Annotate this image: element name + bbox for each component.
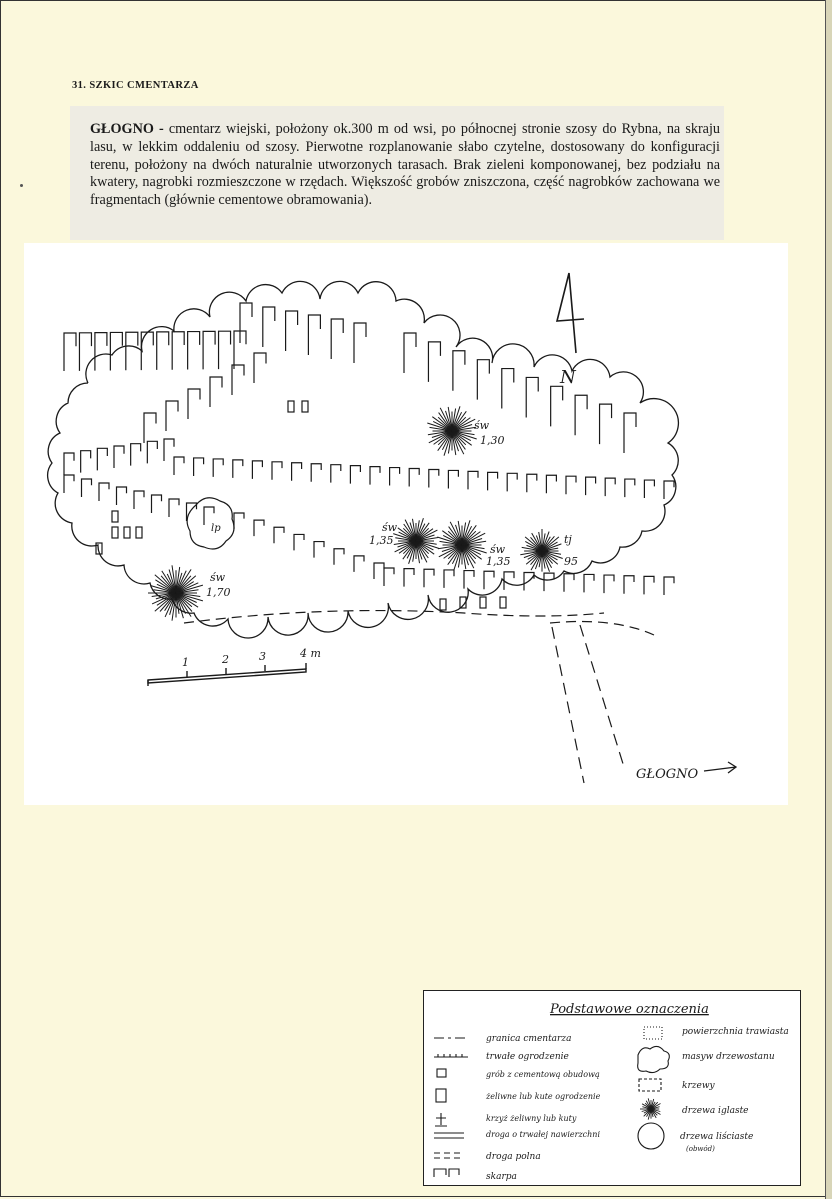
- iron-cross-symbol: [435, 1113, 447, 1126]
- cement-grave-symbol: [437, 1069, 446, 1077]
- fence-marker: [464, 571, 474, 589]
- fence-marker: [188, 332, 200, 370]
- cemetery-sketch: [24, 243, 788, 805]
- fence-marker: [409, 469, 419, 487]
- dirt-road-symbol: [434, 1153, 460, 1158]
- scale-tick-label: 3: [259, 650, 266, 663]
- fence-marker: [210, 377, 222, 407]
- deciduous-tree-symbol: [638, 1123, 664, 1149]
- grave-rect: [112, 511, 118, 522]
- fence-marker: [586, 477, 596, 495]
- fence-marker: [169, 499, 179, 517]
- fence-marker: [174, 457, 184, 475]
- fence-marker: [188, 389, 200, 419]
- permanent-fence-symbol: [434, 1054, 468, 1057]
- grave-rect: [136, 527, 142, 538]
- fence-marker: [605, 478, 615, 496]
- fence-marker: [504, 572, 514, 590]
- fence-marker: [444, 570, 454, 588]
- escarpment-symbol: [434, 1169, 459, 1177]
- fence-marker: [644, 576, 654, 594]
- north-label: N: [560, 367, 576, 388]
- margin-dot: [20, 184, 23, 187]
- place-name: GŁOGNO -: [90, 121, 164, 137]
- legend-item-label: drzewa liściaste: [680, 1132, 754, 1142]
- fence-marker: [219, 331, 231, 369]
- scale-bar: [148, 663, 306, 686]
- fence-marker: [311, 464, 321, 482]
- road-label: GŁOGNO: [636, 767, 699, 782]
- tree-label-species: św: [474, 419, 490, 432]
- field-road-edge: [580, 625, 624, 767]
- deciduous-label: lp: [211, 523, 221, 534]
- fence-marker: [502, 369, 514, 409]
- tree-label-value: 1,70: [206, 586, 231, 599]
- fence-marker: [134, 491, 144, 509]
- tree-label-species: św: [382, 521, 398, 534]
- fence-marker: [354, 323, 366, 363]
- grave-rect: [112, 527, 118, 538]
- legend-item-label: krzyż żeliwny lub kuty: [486, 1114, 577, 1123]
- fence-marker: [292, 463, 302, 481]
- fence-marker: [664, 577, 674, 595]
- fence-marker: [507, 473, 517, 491]
- tree-needle: [432, 417, 452, 431]
- fence-marker: [624, 413, 636, 453]
- grave-rect: [500, 597, 506, 608]
- tree-label-value: 1,35: [369, 534, 394, 547]
- fence-marker: [584, 574, 594, 592]
- fence-marker: [600, 404, 612, 444]
- legend-item-label: granica cmentarza: [486, 1034, 572, 1044]
- scale-tick-label: 4 m: [300, 647, 321, 660]
- fence-marker: [294, 534, 304, 550]
- description-text: [90, 121, 720, 210]
- road-direction-arrow: [704, 762, 736, 773]
- fence-marker: [152, 495, 162, 513]
- tree-label-species: tj: [564, 533, 572, 546]
- tree-needle: [462, 545, 482, 559]
- fence-marker: [374, 563, 384, 579]
- tree-needle: [438, 431, 452, 451]
- description-body: cmentarz wiejski, położony ok.300 m od wsi, po północnej stronie szosy do Rybna, na skraju lasu, w lekkim oddaleniu od szosy. Pierwotne rozplanowanie słabo czytelne, dostosowany do konfiguracji terenu, położony na dwóch naturalnie utworzonych tarasach. Brak zieleni komponowanej, bez podziału na kwatery, nagrobki rozmieszczone w rzędach. Większość grobów zniszczona, część nagrobków zachowana we fragmentach (głównie cementowe obramowania).: [90, 121, 721, 209]
- tree-needle: [442, 531, 462, 545]
- fence-marker: [527, 474, 537, 492]
- tree-needle: [452, 431, 472, 445]
- tree-mass-symbol: [638, 1046, 670, 1072]
- fence-marker: [551, 386, 563, 426]
- fence-marker: [95, 333, 107, 371]
- fence-marker: [390, 468, 400, 486]
- fence-marker: [448, 470, 458, 488]
- fence-marker: [314, 542, 324, 558]
- shrubs-symbol: [639, 1079, 661, 1091]
- grave-rect: [480, 597, 486, 608]
- fence-marker: [97, 448, 107, 470]
- fence-marker: [331, 465, 341, 483]
- field-road-edge: [552, 627, 584, 783]
- fence-marker: [114, 446, 124, 468]
- fence-marker: [453, 351, 465, 391]
- legend-box: [423, 990, 801, 1186]
- fence-marker: [404, 333, 416, 373]
- fence-marker: [263, 307, 275, 347]
- grave-fences: [64, 303, 674, 595]
- fence-marker: [252, 461, 262, 479]
- fence-marker: [166, 401, 178, 431]
- grass-surface-symbol: [644, 1027, 662, 1039]
- tree-needle: [452, 411, 466, 431]
- legend-item-label: powierzchnia trawiasta: [682, 1027, 789, 1037]
- scale-tick-label: 1: [182, 656, 189, 669]
- legend-item-label: grób z cementową obudową: [486, 1070, 600, 1079]
- grave-rect: [440, 599, 446, 610]
- fence-marker: [370, 467, 380, 485]
- fence-marker: [254, 520, 264, 536]
- tree-label-species: św: [210, 571, 226, 584]
- fence-marker: [526, 377, 538, 417]
- fence-marker: [404, 569, 414, 587]
- fence-marker: [172, 332, 184, 370]
- fence-marker: [424, 569, 434, 587]
- tree-needle: [448, 545, 462, 565]
- north-arrow: [557, 273, 584, 353]
- fence-marker: [429, 469, 439, 487]
- legend-item-label: (obwód): [686, 1145, 715, 1153]
- fence-marker: [157, 332, 169, 370]
- fence-marker: [144, 413, 156, 443]
- fence-marker: [272, 462, 282, 480]
- fence-marker: [164, 439, 174, 461]
- fence-marker: [604, 575, 614, 593]
- section-heading: 31. SZKIC CMENTARZA: [72, 80, 199, 91]
- conifer-symbol: [640, 1098, 661, 1119]
- fence-marker: [194, 458, 204, 476]
- fence-marker: [254, 353, 266, 383]
- fence-marker: [203, 331, 215, 369]
- legend-symbols: [424, 991, 802, 1187]
- legend-item-label: skarpa: [486, 1172, 517, 1182]
- fence-marker: [110, 332, 122, 370]
- fence-marker: [308, 315, 320, 355]
- fence-marker: [644, 480, 654, 498]
- fence-marker: [384, 568, 394, 586]
- legend-item-label: trwałe ogrodzenie: [486, 1052, 569, 1062]
- fence-marker: [64, 333, 76, 371]
- fence-marker: [99, 483, 109, 501]
- fence-marker: [274, 527, 284, 543]
- fence-marker: [546, 475, 556, 493]
- fence-marker: [234, 513, 244, 529]
- field-road-edge: [550, 622, 654, 636]
- fence-marker: [354, 556, 364, 572]
- legend-item-label: krzewy: [682, 1081, 715, 1091]
- binding-edge: [825, 0, 832, 1199]
- fence-marker: [232, 365, 244, 395]
- fence-marker: [331, 319, 343, 359]
- fence-marker: [82, 479, 92, 497]
- tree-label-species: św: [490, 543, 506, 556]
- scale-tick-label: 2: [222, 653, 229, 666]
- fence-marker: [484, 571, 494, 589]
- fence-marker: [575, 395, 587, 435]
- fence-marker: [488, 472, 498, 490]
- fence-marker: [564, 574, 574, 592]
- cemetery-boundary-road: [184, 611, 604, 623]
- fence-marker: [79, 333, 91, 371]
- fence-marker: [468, 471, 478, 489]
- legend-item-label: masyw drzewostanu: [682, 1052, 775, 1062]
- grave-rect: [302, 401, 308, 412]
- iron-fence-symbol: [436, 1089, 446, 1102]
- legend-title: Podstawowe oznaczenia: [550, 1002, 709, 1017]
- legend-item-label: żeliwne lub kute ogrodzenie: [486, 1092, 601, 1101]
- fence-marker: [350, 466, 360, 484]
- fence-marker: [117, 487, 127, 505]
- legend-item-label: droga o trwałej nawierzchni: [486, 1130, 601, 1139]
- fence-marker: [213, 459, 223, 477]
- fence-marker: [334, 549, 344, 565]
- fence-marker: [625, 479, 635, 497]
- fence-marker: [544, 573, 554, 591]
- grave-rect: [288, 401, 294, 412]
- legend-item-label: drzewa iglaste: [682, 1106, 749, 1116]
- fence-marker: [286, 311, 298, 351]
- paved-road-symbol: [434, 1133, 464, 1138]
- fence-marker: [126, 332, 138, 370]
- tree-needle: [462, 525, 476, 545]
- fence-marker: [566, 476, 576, 494]
- fence-marker: [64, 475, 74, 493]
- fence-marker: [233, 460, 243, 478]
- fence-marker: [131, 444, 141, 466]
- tree-label-value: 95: [564, 555, 578, 568]
- fence-marker: [64, 453, 74, 475]
- legend-item-label: droga polna: [486, 1152, 541, 1162]
- fence-marker: [477, 360, 489, 400]
- fence-marker: [81, 451, 91, 473]
- fence-marker: [624, 576, 634, 594]
- fence-marker: [147, 441, 157, 463]
- grave-rect: [124, 527, 130, 538]
- tree-label-value: 1,30: [480, 434, 505, 447]
- fence-marker: [664, 481, 674, 499]
- tree-label-value: 1,35: [486, 555, 511, 568]
- fence-marker: [428, 342, 440, 382]
